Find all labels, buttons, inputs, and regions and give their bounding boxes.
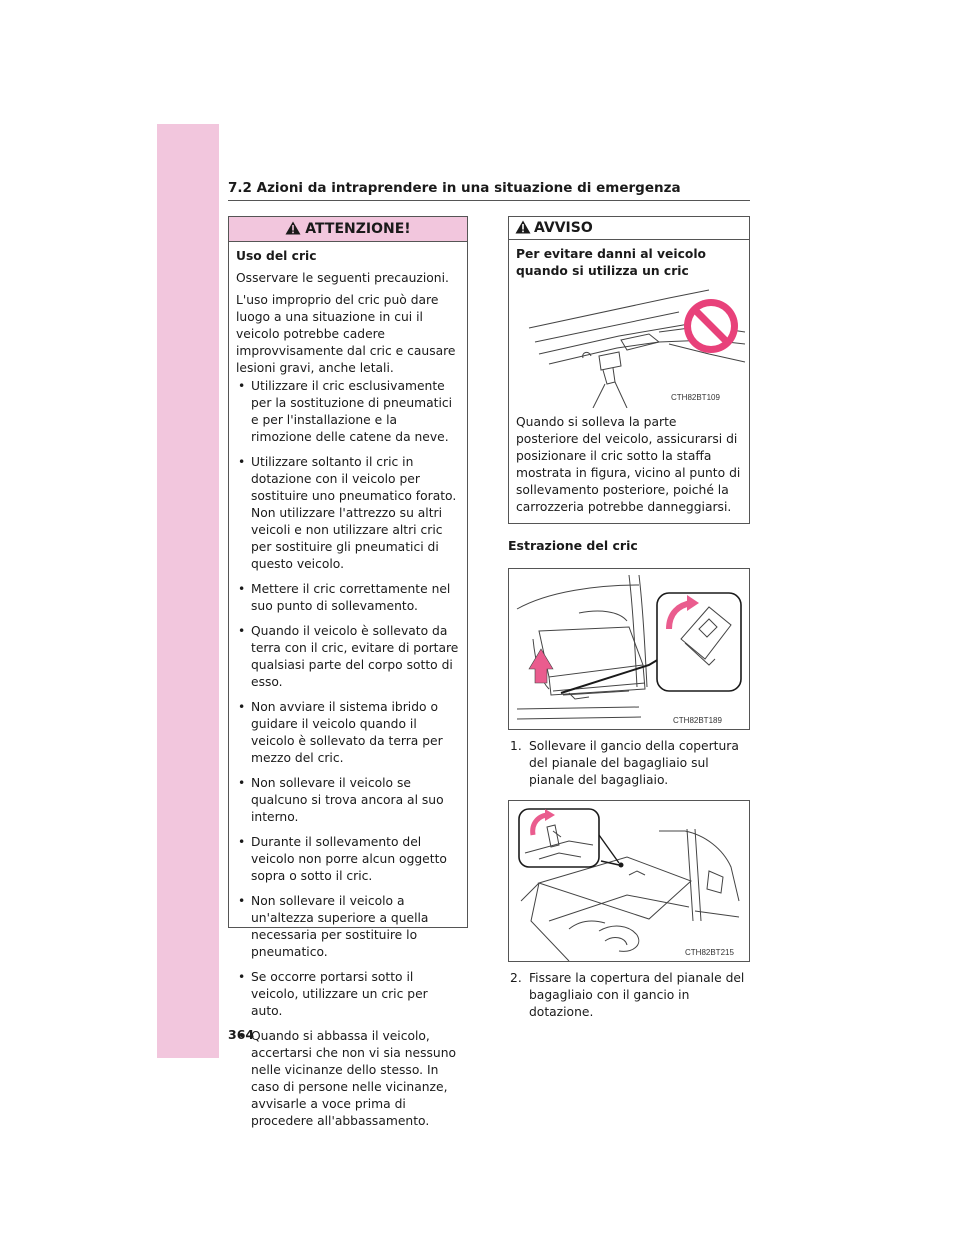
step-text: Sollevare il gancio della copertura del pianale del bagagliaio sul pianale del bagagliaio.	[529, 739, 739, 787]
list-item: • Non avviare il sistema ibrido o guidare il veicolo quando il veicolo è sollevato da terra per mezzo del cric.	[236, 699, 461, 767]
list-item: • Non sollevare il veicolo a un'altezza superiore a quella necessaria per sostituire lo pneumatico.	[236, 893, 461, 961]
section-title: 7.2 Azioni da intraprendere in una situazione di emergenza	[228, 180, 681, 196]
caution-paragraph: Osservare le seguenti precauzioni.	[236, 271, 449, 285]
caution-header	[229, 217, 467, 242]
caution-bullet-list	[236, 378, 461, 1130]
warning-triangle-icon	[515, 219, 531, 238]
caution-subhead: Uso del cric	[236, 249, 317, 263]
list-item: • Utilizzare soltanto il cric in dotazione con il veicolo per sostituire uno pneumatico forato. Non utilizzare l'attrezzo su altri veicoli e non utilizzare altri cric per sostituire gli pneumatici di questo veicolo.	[236, 454, 461, 573]
chapter-side-tab	[157, 124, 219, 1058]
notice-subhead: Per evitare danni al veicolo quando si utilizza un cric	[516, 247, 707, 278]
page-number: 364	[228, 1027, 255, 1042]
trunk-floor-hook-figure	[508, 568, 750, 730]
caution-paragraph: L'uso improprio del cric può dare luogo a una situazione in cui il veicolo potrebbe cadere improvvisamente dal cric e causare lesioni gravi, anche letali.	[236, 293, 456, 375]
notice-header	[509, 217, 749, 240]
notice-text: Quando si solleva la parte posteriore del veicolo, assicurarsi di posizionare il cric sotto la staffa mostrata in figura, vicino al punto di sollevamento posteriore, poiché la carrozzeria potrebbe danneggiarsi.	[516, 415, 741, 514]
list-item: • Mettere il cric correttamente nel suo punto di sollevamento.	[236, 581, 461, 615]
figure-code: CTH82BT215	[685, 948, 734, 957]
step-2	[510, 970, 750, 1021]
step-number: 1.	[510, 739, 522, 753]
list-item: • Durante il sollevamento del veicolo non porre alcun oggetto sopra o sotto il cric.	[236, 834, 461, 885]
step-1	[510, 738, 750, 789]
extraction-title: Estrazione del cric	[508, 538, 638, 553]
trunk-cover-hooked-figure	[508, 800, 750, 962]
list-item: • Se occorre portarsi sotto il veicolo, utilizzare un cric per auto.	[236, 969, 461, 1020]
list-item: • Non sollevare il veicolo se qualcuno si trova ancora al suo interno.	[236, 775, 461, 826]
notice-box	[508, 216, 750, 524]
warning-triangle-icon	[285, 220, 301, 239]
jack-bracket-figure	[509, 284, 749, 408]
step-text: Fissare la copertura del pianale del bagagliaio con il gancio in dotazione.	[529, 971, 745, 1019]
section-rule	[228, 200, 750, 201]
caution-title: ATTENZIONE!	[305, 221, 411, 237]
list-item: • Quando il veicolo è sollevato da terra con il cric, evitare di portare qualsiasi parte del corpo sotto di esso.	[236, 623, 461, 691]
figure-code: CTH82BT189	[673, 716, 722, 725]
step-number: 2.	[510, 971, 522, 985]
list-item: • Utilizzare il cric esclusivamente per la sostituzione di pneumatici e per l'installazione e la rimozione delle catene da neve.	[236, 378, 461, 446]
list-item: • Quando si abbassa il veicolo, accertarsi che non vi sia nessuno nelle vicinanze dello stesso. In caso di persone nelle vicinanze, avvisarle a voce prima di procedere all'abbassamento.	[236, 1028, 461, 1130]
figure-code: CTH82BT109	[671, 393, 720, 402]
notice-title: AVVISO	[534, 220, 593, 236]
